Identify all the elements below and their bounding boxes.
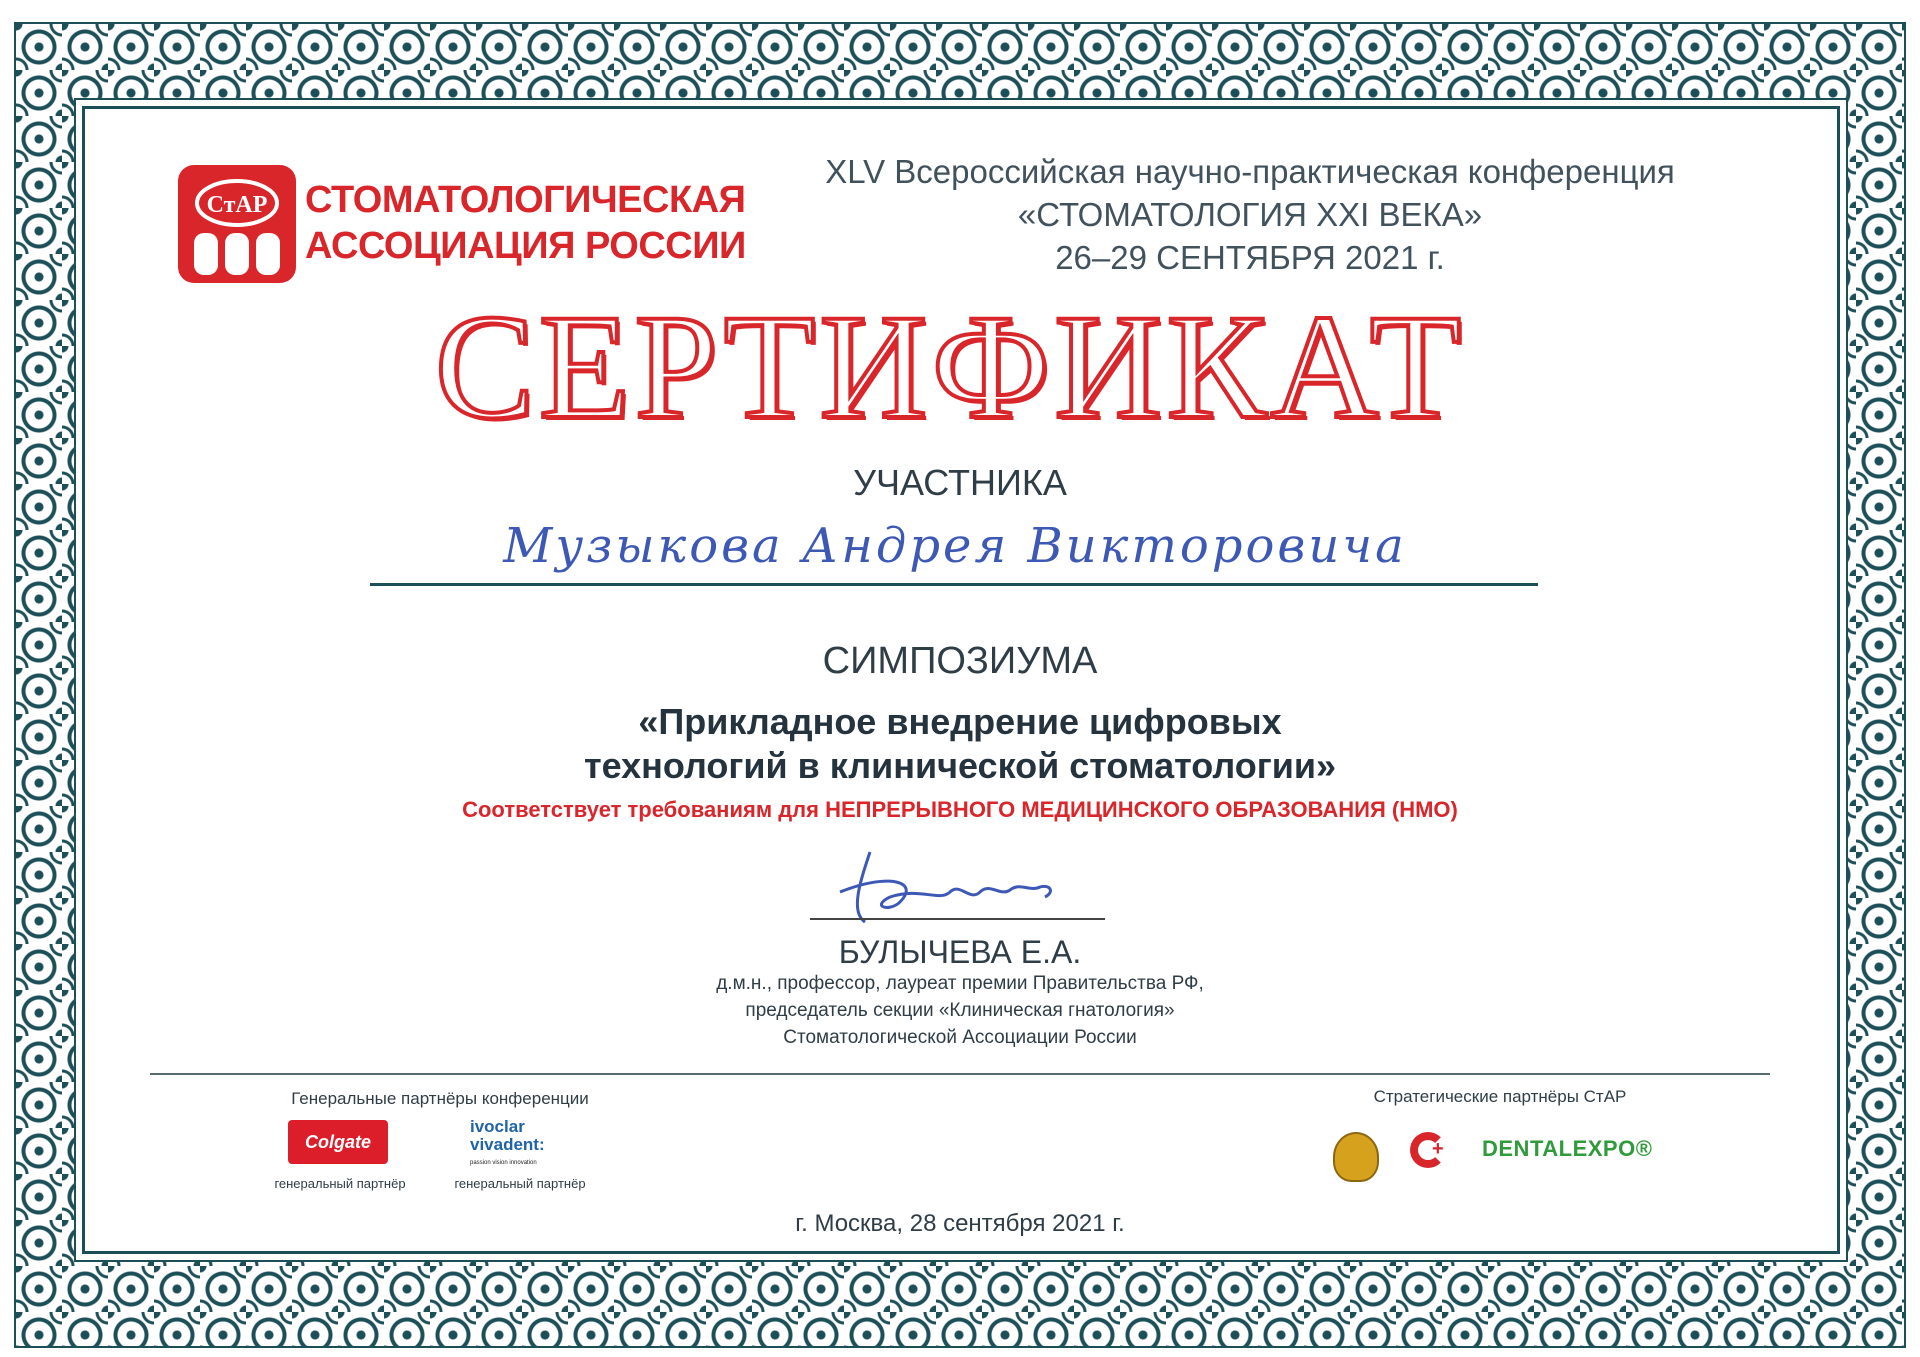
certificate-title: СЕРТИФИКАТ: [434, 284, 1466, 450]
g-logo-plus-icon: +: [1432, 1138, 1444, 1160]
symposium-topic: [360, 700, 1560, 788]
event-type: СИМПОЗИУМА: [822, 640, 1098, 682]
emblem-icon: [1333, 1132, 1379, 1182]
signatory-desc-line3: Стоматологической Ассоциации России: [783, 1027, 1137, 1048]
conference-heading: [740, 150, 1760, 279]
ivoclar-line1: ivoclar: [470, 1117, 525, 1136]
organization-name: [305, 177, 746, 269]
place-and-date: г. Москва, 28 сентября 2021 г.: [795, 1210, 1125, 1237]
participant-name-handwritten: Музыкова Андрея Викторовича: [503, 518, 1407, 574]
logo-letters: СтАР: [206, 192, 268, 218]
ivoclar-tagline: passion vision innovation: [470, 1160, 537, 1166]
ivoclar-line2: vivadent:: [470, 1135, 545, 1154]
dentalexpo-logo: DENTALEXPO®: [1482, 1136, 1653, 1161]
partners-divider: [150, 1073, 1770, 1075]
conference-line1: XLV Всероссийская научно-практическая конференция: [825, 153, 1675, 190]
conference-line2: «СТОМАТОЛОГИЯ XXI ВЕКА»: [1017, 196, 1483, 233]
colgate-caption: генеральный партнёр: [274, 1176, 406, 1191]
organization-name-line1: СТОМАТОЛОГИЧЕСКАЯ: [305, 179, 746, 221]
signature-line: [810, 918, 1105, 920]
nmo-emphasis: НЕПРЕРЫВНОГО МЕДИЦИНСКОГО ОБРАЗОВАНИЯ (НМО): [825, 797, 1458, 822]
star-logo-graphic: [178, 165, 296, 283]
nmo-prefix: Соответствует требованиям для: [462, 797, 826, 822]
certificate-subtitle: УЧАСТНИКА: [853, 462, 1067, 503]
conference-line3: 26–29 СЕНТЯБРЯ 2021 г.: [1055, 239, 1445, 276]
topic-line2: технологий в клинической стоматологии»: [583, 745, 1337, 786]
participant-name-underline: [370, 583, 1538, 586]
nmo-compliance-note: [300, 797, 1620, 823]
signatory-desc-line2: председатель секции «Клиническая гнатология»: [745, 1000, 1175, 1021]
topic-line1: «Прикладное внедрение цифровых: [638, 701, 1282, 742]
signatory-description: [560, 970, 1360, 1051]
signatory-desc-line1: д.м.н., профессор, лауреат премии Правительства РФ,: [716, 973, 1204, 994]
colgate-logo: Colgate: [288, 1120, 388, 1164]
organization-name-line2: АССОЦИАЦИЯ РОССИИ: [305, 225, 746, 267]
ivoclar-vivadent-logo: [470, 1118, 570, 1172]
signatory-name: БУЛЫЧЕВА Е.А.: [838, 934, 1082, 970]
star-logo-icon: [178, 165, 296, 283]
strategic-partners-heading: Стратегические партнёры СтАР: [1373, 1087, 1627, 1106]
general-partners-heading: Генеральные партнёры конференции: [291, 1089, 589, 1108]
ivoclar-caption: генеральный партнёр: [454, 1176, 586, 1191]
